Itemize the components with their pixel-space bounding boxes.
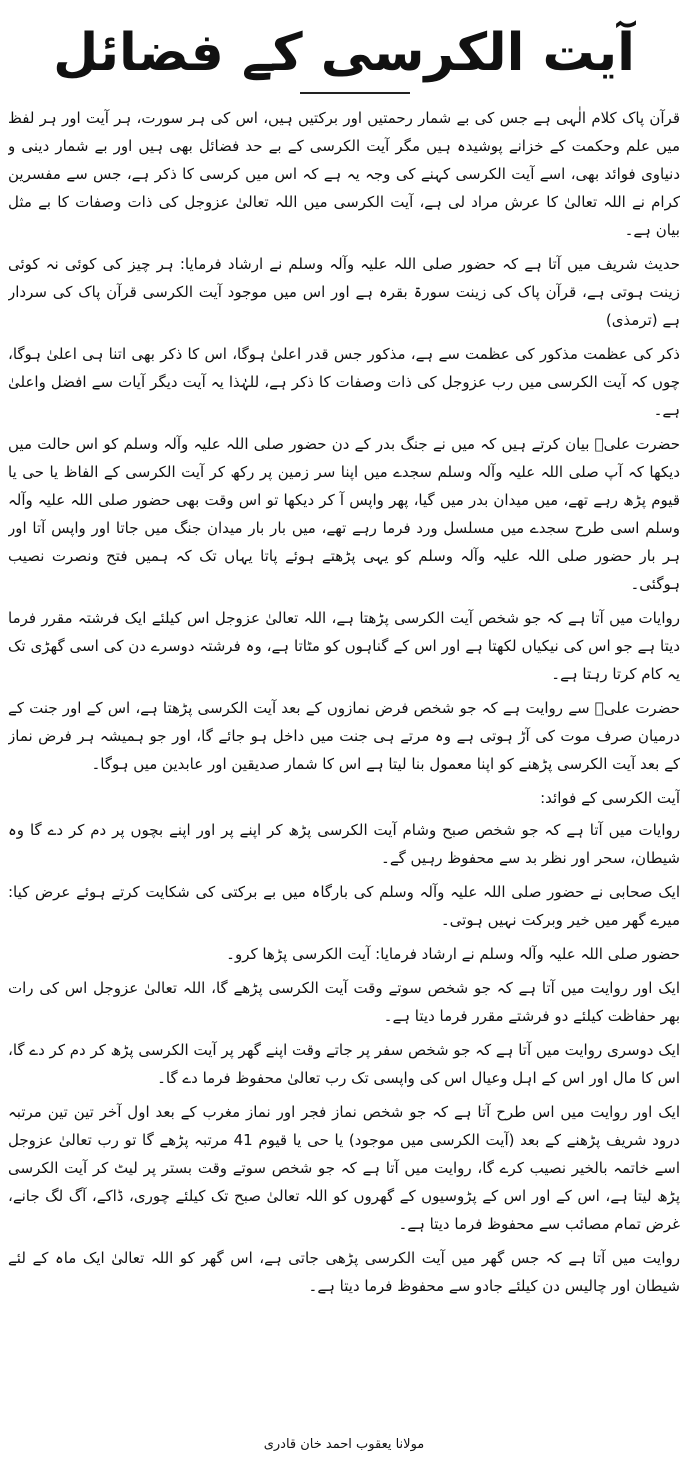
paragraph: قرآن پاک کلام الٰہی ہے جس کی بے شمار رحمتیں اور برکتیں ہیں، اس کی ہر سورت، ہر آیت اور ہر لفظ میں علم وحکمت کے خزانے پوشیدہ ہیں مگر آیت الکرسی کے بے حد فضائل بھی ہیں اور بے شمار دینی و دنیاوی فوائد بھی، اسے آیت الکرسی کہنے کی وجہ یہ ہے کہ اس میں کرسی کا ذکر ہے، جس سے مفسرین کرام نے اللہ تعالیٰ کا عرش مراد لی ہے، آیت الکرسی میں اللہ تعالیٰ عزوجل کی ذات وصفات کا بے مثل بیان ہے۔ (8, 109, 680, 239)
benefit-paragraph: ایک اور روایت میں آتا ہے کہ جو شخص سوتے وقت آیت الکرسی پڑھے گا، اللہ تعالیٰ عزوجل اس کی رات بھر حفاظت کیلئے دو فرشتے مقرر فرما دیتا ہے۔ (8, 979, 680, 1025)
article-body (8, 104, 680, 1424)
benefit-paragraph: روایت میں آتا ہے کہ جس گھر میں آیت الکرسی پڑھی جاتی ہے، اس گھر کو اللہ تعالیٰ ایک ماہ کے لئے شیطان اور چالیس دن کیلئے جادو سے محفوظ فرما دیتا ہے۔ (8, 1249, 680, 1295)
title-divider (300, 92, 410, 94)
paragraph: حضرت علیؓ سے روایت ہے کہ جو شخص فرض نمازوں کے بعد آیت الکرسی پڑھتا ہے، اس کے اور جنت کے درمیان صرف موت کی آڑ ہوتی ہے وہ مرتے ہی جنت میں داخل ہو جائے گا، اور جو ہمیشہ ہر فرض نماز کے بعد آیت الکرسی پڑھنے کو اپنا معمول بنا لیتا ہے اس کا شمار صدیقین اور عابدین میں ہوگا۔ (8, 699, 680, 773)
benefit-paragraph: ایک دوسری روایت میں آتا ہے کہ جو شخص سفر پر جاتے وقت اپنے گھر پر آیت الکرسی پڑھ کر دم کر دے گا، اس کا مال اور اس کے اہل وعیال اس کی واپسی تک رب تعالیٰ محفوظ فرما دے گا۔ (8, 1041, 680, 1087)
author-byline: مولانا یعقوب احمد خان قادری (263, 1437, 425, 1452)
article-title: آیت الکرسی کے فضائل (53, 23, 635, 83)
benefit-paragraph: ایک اور روایت میں اس طرح آتا ہے کہ جو شخص نماز فجر اور نماز مغرب کے بعد اول آخر تین تین مرتبہ درود شریف پڑھنے کے بعد (آیت الکرسی میں موجود) یا حی یا قیوم 41 مرتبہ پڑھے گا تو رب تعالیٰ عزوجل اسے خاتمہ بالخیر نصیب کرے گا، روایت میں آتا ہے کہ جو شخص سوتے وقت بستر پر لیٹ کر آیت الکرسی پڑھ لیتا ہے، اس کے اور اس کے پڑوسیوں کے گھروں کو اللہ تعالیٰ صبح تک کیلئے چوری، ڈاکے، آگ لگ جانے، غرض تمام مصائب سے محفوظ فرما دیتا ہے۔ (8, 1103, 680, 1233)
paragraph: روایات میں آتا ہے کہ جو شخص آیت الکرسی پڑھتا ہے، اللہ تعالیٰ عزوجل اس کیلئے ایک فرشتہ مقرر فرما دیتا ہے جو اس کی نیکیاں لکھتا ہے اور اس کے گناہوں کو مٹاتا ہے، وہ فرشتہ دوسرے دن کی اسی گھڑی تک یہ کام کرتا رہتا ہے۔ (8, 609, 680, 683)
benefits-heading: آیت الکرسی کے فوائد: (540, 789, 680, 807)
paragraph: حدیث شریف میں آتا ہے کہ حضور صلی اللہ علیہ وآلہ وسلم نے ارشاد فرمایا: ہر چیز کی کوئی نہ کوئی زینت ہوتی ہے، قرآن پاک کی زینت سورۃ بقرہ ہے اور اس میں موجود آیت الکرسی قرآن پاک کی سردار ہے (ترمذی) (8, 255, 680, 329)
benefit-paragraph: ایک صحابی نے حضور صلی اللہ علیہ وآلہ وسلم کی بارگاہ میں بے برکتی کی شکایت کرتے ہوئے عرض کیا: میرے گھر میں خیر وبرکت نہیں ہوتی۔ (8, 883, 680, 929)
benefit-paragraph: حضور صلی اللہ علیہ وآلہ وسلم نے ارشاد فرمایا: آیت الکرسی پڑھا کرو۔ (226, 945, 680, 963)
paragraph: ذکر کی عظمت مذکور کی عظمت سے ہے، مذکور جس قدر اعلیٰ ہوگا، اس کا ذکر بھی اتنا ہی اعلیٰ ہوگا، چوں کہ آیت الکرسی میں رب عزوجل کی ذات وصفات کا ذکر ہے، للہٰذا یہ آیت دیگر آیات سے افضل واعلیٰ ہے۔ (8, 345, 680, 419)
paragraph: حضرت علیؓ بیان کرتے ہیں کہ میں نے جنگ بدر کے دن حضور صلی اللہ علیہ وآلہ وسلم کو اس حالت میں دیکھا کہ آپ صلی اللہ علیہ وآلہ وسلم سجدے میں اپنا سر زمین پر رکھ کر آیت الکرسی کے الفاظ یا حی یا قیوم پڑھ رہے تھے، میں میدان بدر میں گیا، پھر واپس آ کر دیکھا تو اس وقت بھی حضور صلی اللہ علیہ وآلہ وسلم اسی طرح سجدے میں مسلسل ورد فرما رہے تھے، میں بار بار میدان جنگ میں جاتا اور واپس آتا اور ہر بار حضور صلی اللہ علیہ وآلہ وسلم کو یہی پڑھتے ہوئے پاتا یہاں تک کہ ہمیں فتح ونصرت نصیب ہوگئی۔ (8, 435, 680, 593)
benefit-paragraph: روایات میں آتا ہے کہ جو شخص صبح وشام آیت الکرسی پڑھ کر اپنے پر اور اپنے بچوں پر دم کر دے گا وہ شیطان، سحر اور نظر بد سے محفوظ رہیں گے۔ (8, 821, 680, 867)
